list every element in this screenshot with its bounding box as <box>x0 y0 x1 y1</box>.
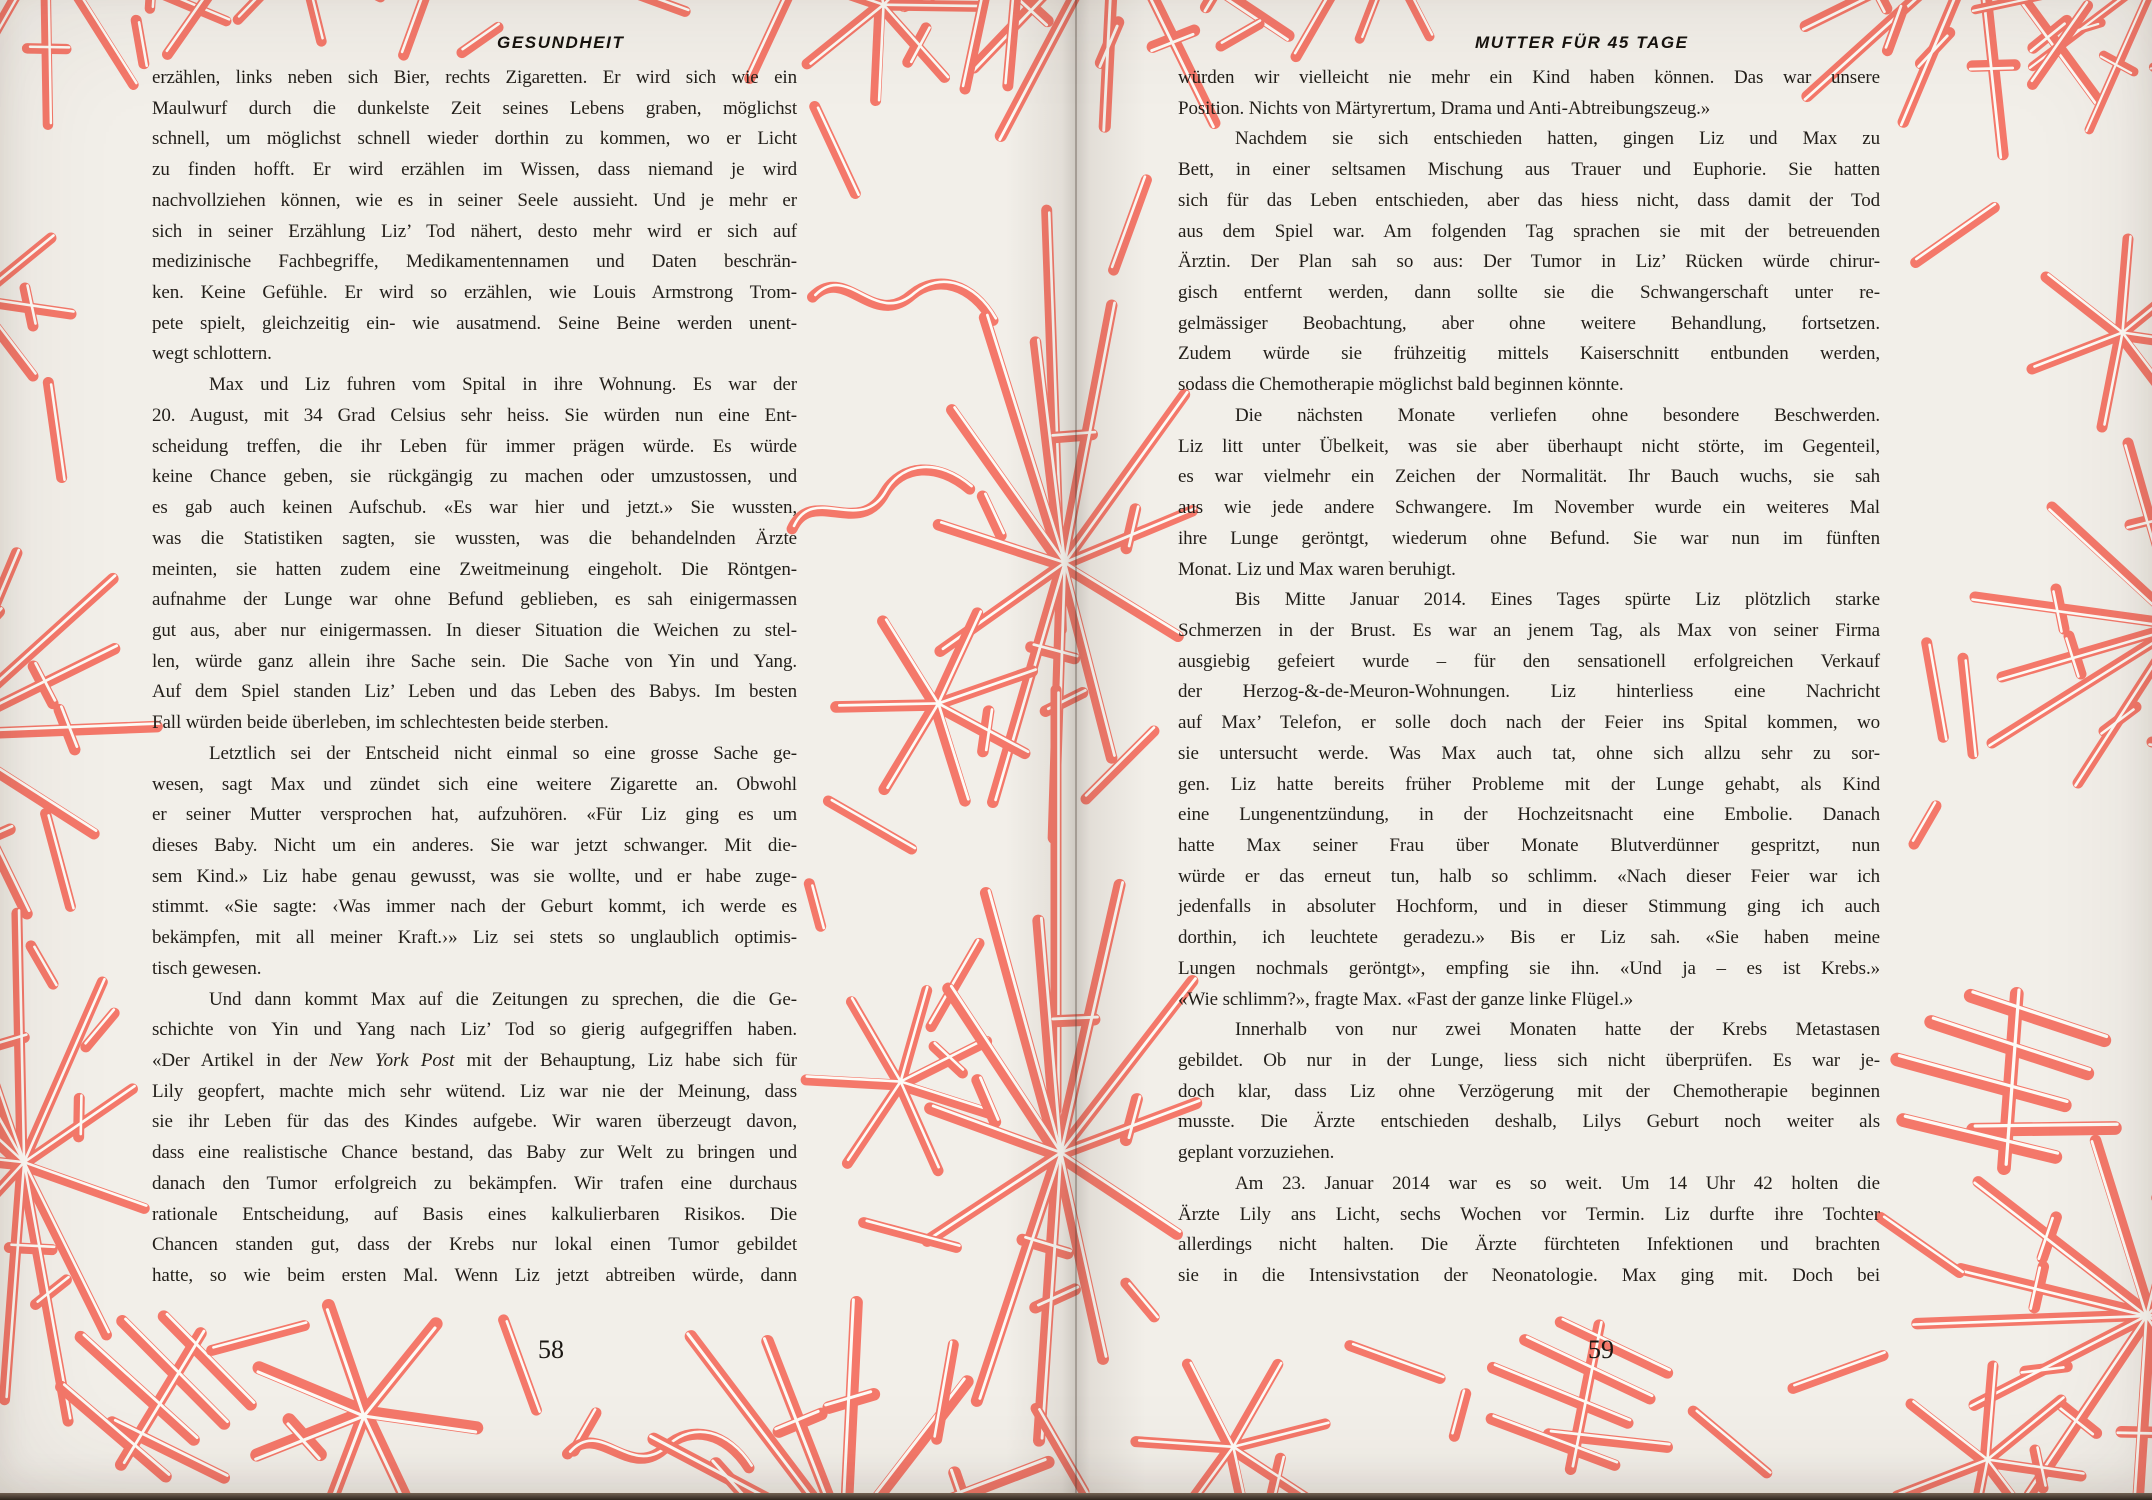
text-line: hatte Max seiner Frau über Monate Blutverdünner gespritzt, nun <box>1178 834 1880 856</box>
text-line: sie in die Intensivstation der Neonatologie. Max ging mit. Doch bei <box>1178 1265 1880 1287</box>
text-line: würden wir vielleicht nie mehr ein Kind haben können. Das war unsere <box>1178 67 1880 88</box>
text-line: sie ihr Leben für das des Kindes aufgebe. Wir waren überzeugt davon, <box>152 1111 797 1133</box>
text-line: «Wie schlimm?», fragte Max. «Fast der ganze linke Flügel.» <box>1178 988 1634 1010</box>
text-line: eine Lungenentzündung, in der Hochzeitsnacht eine Embolie. Danach <box>1178 804 1880 826</box>
text-line: len, würde ganz allein ihre Sache sein. Die Sache von Yin und Yang. <box>152 650 797 672</box>
text-line: gelmässiger Beobachtung, aber ohne weitere Behandlung, fortsetzen. <box>1178 312 1880 334</box>
text-line: es war vielmehr ein Zeichen der Normalität. Ihr Bauch wuchs, sie sah <box>1178 466 1880 488</box>
text-line: Am 23. Januar 2014 war es so weit. Um 14 Uhr 42 holten die <box>1235 1172 1880 1194</box>
text-line: tisch gewesen. <box>152 957 262 979</box>
text-line: Fall würden beide überleben, im schlechtesten beide sterben. <box>152 712 609 734</box>
running-header-left: GESUNDHEIT <box>497 33 625 52</box>
text-line: Innerhalb von nur zwei Monaten hatte der Krebs Metastasen <box>1235 1019 1880 1041</box>
text-line: Lungen nochmals geröntgt», empfing sie ihn. «Und ja – es ist Krebs.» <box>1178 957 1880 979</box>
text-line: scheidung treffen, die ihr Leben für immer prägen würde. Es würde <box>152 435 797 457</box>
text-line: würde er das erneut tun, halb so schlimm. «Nach dieser Feier war ich <box>1178 865 1880 887</box>
text-line: «Der Artikel in der New York Post mit der Behauptung, Liz habe sich für <box>152 1050 797 1071</box>
text-line: musste. Die Ärzte entschieden deshalb, Lilys Geburt noch weiter als <box>1178 1111 1880 1133</box>
text-line: sodass die Chemotherapie möglichst bald beginnen könnte. <box>1178 374 1624 396</box>
text-line: aus dem Spiel war. Am folgenden Tag sprachen sie mit der betreuenden <box>1178 220 1880 242</box>
text-line: keine Chance geben, sie rückgängig zu machen oder umzustossen, und <box>152 466 797 488</box>
text-line: aufnahme der Lunge war ohne Befund geblieben, es sah einigermassen <box>152 589 797 611</box>
text-line: meinten, sie hatten zudem eine Zweitmeinung eingeholt. Die Röntgen- <box>152 558 797 580</box>
text-line: sie untersucht werde. Was Max auch tat, ohne sich allzu sehr zu sor- <box>1178 742 1880 764</box>
text-line: gut aus, aber nur einigermassen. In dieser Situation die Weichen zu stel- <box>152 619 797 641</box>
text-line: bekämpfen, mit all meiner Kraft.›» Liz sei stets so unglaublich optimis- <box>152 927 797 949</box>
text-line: Bett, in einer seltsamen Mischung aus Trauer und Euphorie. Sie hatten <box>1178 159 1880 181</box>
page-number-left: 58 <box>538 1335 564 1364</box>
body-text-right <box>1178 63 1880 1292</box>
book-edge <box>0 1493 2152 1500</box>
text-line: Chancen standen gut, dass der Krebs nur lokal einen Tumor gebildet <box>152 1234 797 1256</box>
text-line: Schmerzen in der Brust. Es war an jenem Tag, als Max von seiner Firma <box>1178 619 1880 641</box>
text-line: sem Kind.» Liz habe genau gewusst, was sie wollte, und er habe zuge- <box>152 865 797 887</box>
text-line: 20. August, mit 34 Grad Celsius sehr heiss. Sie würden nun eine Ent- <box>152 404 797 426</box>
text-line: Ärztin. Der Plan sah so aus: Der Tumor in Liz’ Rücken würde chirur- <box>1178 251 1880 273</box>
text-line: rationale Entscheidung, auf Basis eines kalkulierbaren Risikos. Die <box>152 1203 797 1225</box>
text-line: Monat. Liz und Max waren beruhigt. <box>1178 558 1456 580</box>
text-line: Maulwurf durch die dunkelste Zeit seines Lebens graben, möglichst <box>152 97 797 119</box>
running-header-right: MUTTER FÜR 45 TAGE <box>1475 33 1689 52</box>
text-line: ken. Keine Gefühle. Er wird so erzählen, wie Louis Armstrong Trom- <box>152 282 797 304</box>
text-line: auf Max’ Telefon, er solle doch nach der Feier ins Spital kommen, wo <box>1178 712 1880 734</box>
text-line: dieses Baby. Nicht um ein anderes. Sie war jetzt schwanger. Mit die- <box>152 834 797 856</box>
text-line: hatte, so wie beim ersten Mal. Wenn Liz jetzt abtreiben würde, dann <box>152 1265 797 1287</box>
text-line: ihre Lunge geröntgt, wiederum ohne Befund. Sie war nun im fünften <box>1178 527 1880 549</box>
text-line: Zudem würde sie frühzeitig mittels Kaiserschnitt entbunden werden, <box>1178 343 1880 365</box>
text-line: nachvollziehen können, wie es in seiner Seele aussieht. Und je mehr er <box>152 189 797 211</box>
text-line: schnell, um möglichst schnell wieder dorthin zu kommen, wo er Licht <box>152 128 797 150</box>
text-line: medizinische Fachbegriffe, Medikamentennamen und Daten beschrän- <box>152 251 797 273</box>
text-line: es gab auch keinen Aufschub. «Es war hier und jetzt.» Sie wussten, <box>152 497 797 519</box>
text-line: doch klar, dass Liz ohne Verzögerung mit der Chemotherapie beginnen <box>1178 1080 1880 1102</box>
text-line: stimmt. «Sie sagte: ‹Was immer nach der Geburt kommt, ich werde es <box>152 896 797 918</box>
text-line: pete spielt, gleichzeitig ein- wie ausatmend. Seine Beine werden unent- <box>152 312 797 334</box>
text-line: sich in seiner Erzählung Liz’ Tod nähert, desto mehr wird er sich auf <box>152 220 797 242</box>
text-line: geplant vorzuziehen. <box>1178 1142 1335 1164</box>
text-line: wegt schlottern. <box>152 343 272 365</box>
text-line: Auf dem Spiel standen Liz’ Leben und das Leben des Babys. Im besten <box>152 681 797 703</box>
text-line: Position. Nichts von Märtyrertum, Drama und Anti-Abtreibungszeug.» <box>1178 97 1711 119</box>
text-line: Und dann kommt Max auf die Zeitungen zu sprechen, die die Ge- <box>209 988 797 1010</box>
text-line: erzählen, links neben sich Bier, rechts Zigaretten. Er wird sich wie ein <box>152 67 797 88</box>
body-text-left <box>152 63 797 1292</box>
text-line: dass eine realistische Chance bestand, das Baby zur Welt zu bringen und <box>152 1142 797 1164</box>
text-line: allerdings nicht halten. Die Ärzte fürchteten Infektionen und brachten <box>1178 1234 1880 1256</box>
text-line: Die nächsten Monate verliefen ohne besondere Beschwerden. <box>1235 404 1880 426</box>
text-line: er seiner Mutter versprochen hat, aufzuhören. «Für Liz ging es um <box>152 804 797 826</box>
text-line: wesen, sagt Max und zündet sich eine weitere Zigarette an. Obwohl <box>152 773 797 795</box>
text-line: Letztlich sei der Entscheid nicht einmal so eine grosse Sache ge- <box>209 742 797 764</box>
text-line: jedenfalls in absoluter Hochform, und in dieser Stimmung ging ich auch <box>1178 896 1880 918</box>
text-line: Liz litt unter Übelkeit, was sie aber überhaupt nicht störte, im Gegenteil, <box>1178 435 1880 457</box>
text-line: Nachdem sie sich entschieden hatten, gingen Liz und Max zu <box>1235 128 1880 150</box>
text-line: danach den Tumor erfolgreich zu bekämpfen. Wir trafen eine durchaus <box>152 1172 797 1194</box>
text-line: dorthin, ich leuchtete geradezu.» Bis er Liz sah. «Sie haben meine <box>1178 927 1880 949</box>
text-line: gebildet. Ob nur in der Lunge, liess sich nicht überprüfen. Es war je- <box>1178 1050 1880 1071</box>
text-line: ausgiebig gefeiert wurde – für den sensationell erfolgreichen Verkauf <box>1178 650 1880 672</box>
text-line: zu finden hofft. Er wird erzählen im Wissen, dass niemand je wird <box>152 159 797 181</box>
text-line: der Herzog-&-de-Meuron-Wohnungen. Liz hinterliess eine Nachricht <box>1178 681 1880 703</box>
text-line: gen. Liz hatte bereits früher Probleme mit der Lunge gehabt, als Kind <box>1178 773 1880 795</box>
text-line: aus wie jede andere Schwangere. Im November wurde ein weiteres Mal <box>1178 497 1880 519</box>
text-line: was die Statistiken sagten, sie wussten, was die behandelnden Ärzte <box>152 527 797 549</box>
text-line: Ärzte Lily ans Licht, sechs Wochen vor Termin. Liz durfte ihre Tochter <box>1178 1203 1880 1225</box>
page-right <box>1076 0 2152 1500</box>
text-line: Max und Liz fuhren vom Spital in ihre Wohnung. Es war der <box>209 374 797 396</box>
text-line: Lily geopfert, machte mich sehr wütend. Liz war nie der Meinung, dass <box>152 1080 797 1102</box>
text-line: schichte von Yin und Yang nach Liz’ Tod so gierig aufgegriffen haben. <box>152 1019 797 1041</box>
text-line: sich für das Leben entschieden, aber das hiess nicht, dass damit der Tod <box>1178 189 1880 211</box>
page-number-right: 59 <box>1588 1335 1614 1364</box>
text-line: Bis Mitte Januar 2014. Eines Tages spürte Liz plötzlich starke <box>1235 589 1880 611</box>
text-line: gisch entfernt werden, dann sollte sie die Schwangerschaft unter re- <box>1178 282 1880 304</box>
